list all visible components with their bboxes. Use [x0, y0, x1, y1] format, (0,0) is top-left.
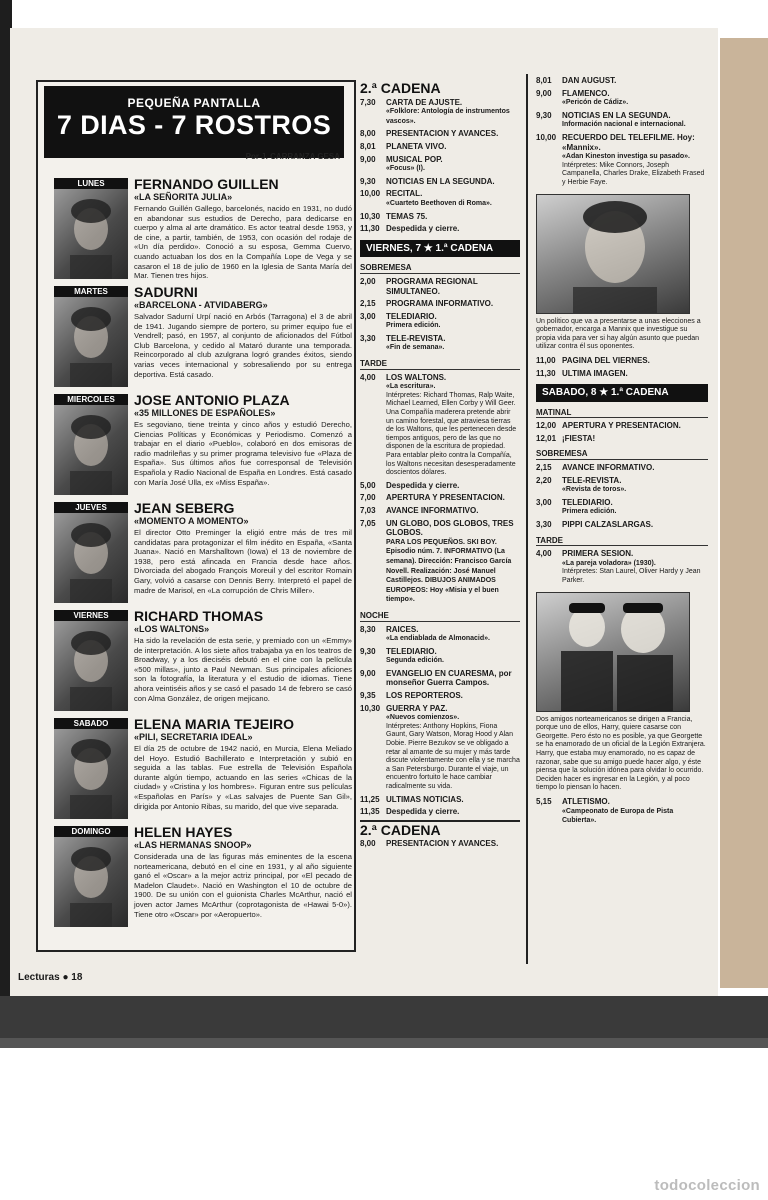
- program-info: [562, 476, 708, 495]
- program-title: DAN AUGUST.: [562, 76, 617, 85]
- program-description: Intérpretes: Mike Connors, Joseph Campanella, Charles Drake, Elizabeth Frased y Herbie Faye.: [562, 161, 705, 186]
- program-title: NOTICIAS EN LA SEGUNDA.: [562, 110, 671, 120]
- schedule-row: [360, 493, 520, 503]
- section-title: PEQUEÑA PANTALLA: [127, 96, 261, 110]
- program-note: «Campeonato de Europa de Pista Cubierta».: [562, 807, 674, 825]
- program-info: [386, 506, 520, 516]
- time-label: 2,00: [360, 276, 376, 286]
- program-info: [386, 98, 520, 127]
- header-block: [44, 86, 344, 158]
- day-label: VIERNES: [54, 610, 128, 621]
- time-label: 5,00: [360, 480, 376, 490]
- program-info: [562, 133, 708, 188]
- program-name: «LOS WALTONS»: [134, 624, 210, 634]
- program-info: [386, 142, 520, 152]
- program-title: RECUERDO DEL TELEFILME. Hoy: «Mannix».: [562, 132, 695, 152]
- person-name: RICHARD THOMAS: [134, 608, 264, 624]
- program-info: [386, 704, 520, 792]
- profile-body: El día 25 de octubre de 1942 nació, en Murcia, Elena Meliado del Hoyo. Estudió Bachillerato e Interpretación y subió en seguida a las tablas. Fue estrella de Televisión Española durante algún tiempo, actuando en las series «Chicas de la ciudad» y «Cristina y los hombres». Figuran entre sus películas «Españolas en París» y «Las salvajes de Puente San Gil», dirigida por Antonio Ribas, su marido, del que vive separada.: [134, 744, 352, 811]
- time-label: 2,15: [536, 463, 552, 473]
- page-title: 7 DIAS - 7 ROSTROS: [56, 110, 332, 140]
- profile-text: [134, 608, 352, 703]
- person-name: HELEN HAYES: [134, 824, 233, 840]
- time-label: 4,00: [360, 372, 376, 382]
- program-name: «LAS HERMANAS SNOOP»: [134, 840, 252, 850]
- program-info: [386, 129, 520, 139]
- schedule-row: [536, 111, 708, 130]
- program-info: [386, 312, 520, 331]
- time-label: 9,00: [536, 88, 552, 98]
- profile-text: [134, 500, 352, 595]
- schedule-row: [536, 369, 708, 379]
- program-title: FLAMENCO.: [562, 88, 610, 98]
- time-label: 12,01: [536, 433, 557, 443]
- program-title: TELEDIARIO.: [386, 311, 437, 321]
- program-info: [562, 369, 708, 379]
- schedule-row: [360, 839, 520, 849]
- program-info: [386, 224, 520, 234]
- schedule-row: [360, 519, 520, 605]
- time-label: 11,25: [360, 794, 380, 804]
- portrait-photo: [54, 297, 128, 387]
- program-description: Intérpretes: Stan Laurel, Oliver Hardy y Jean Parker.: [562, 568, 701, 584]
- schedule-row: [536, 356, 708, 366]
- time-label: 10,30: [360, 211, 381, 221]
- time-label: 8,30: [360, 624, 376, 634]
- profile-text: [134, 716, 352, 811]
- photo-caption: Un político que va a presentarse a unas elecciones a gobernador, encarga a Mannix que investigue su propia vida para ver si hay algún asunto que puedan utilizar contra él sus oponentes.: [536, 317, 701, 351]
- program-info: [386, 334, 520, 353]
- profile-text: [134, 284, 352, 379]
- program-title: PLANETA VIVO.: [386, 141, 447, 151]
- time-label: 9,30: [536, 110, 552, 120]
- program-note: Primera edición.: [386, 322, 441, 330]
- time-label: 7,30: [360, 97, 376, 107]
- program-title: PROGRAMA REGIONAL SIMULTANEO.: [386, 276, 478, 296]
- program-info: [386, 155, 520, 174]
- watermark: todocoleccion: [654, 1177, 760, 1194]
- program-title: Despedida y cierre.: [386, 807, 460, 817]
- program-note: «Pericón de Cádiz».: [562, 99, 629, 107]
- schedule-row: [360, 625, 520, 644]
- schedule-column-friday: [360, 82, 520, 852]
- program-info: [386, 691, 520, 701]
- time-label: 11,30: [360, 224, 380, 234]
- schedule-row: [360, 704, 520, 792]
- mannix-photo: [536, 194, 690, 314]
- profile-entry: [54, 394, 350, 498]
- program-info: [386, 669, 520, 688]
- day-banner: SABADO, 8 ★ 1.ª CADENA: [536, 384, 708, 402]
- program-name: «PILI, SECRETARIA IDEAL»: [134, 732, 253, 742]
- schedule-row: [360, 155, 520, 174]
- program-title: APERTURA Y PRESENTACION.: [386, 493, 505, 503]
- program-title: ULTIMA IMAGEN.: [562, 368, 628, 378]
- time-label: 7,05: [360, 518, 376, 528]
- profile-body: Considerada una de las figuras más eminentes de la escena norteamericana, debutó en el cine en 1931, y al año siguiente ganó el «Oscar» a la mejor actriz principal, por «El pecado de Madelon Claudet». Nació en Washington el 10 de octubre de 1900. De su unión con el guionista Charles McArthur, nació el joven actor James McArthur (coprotagonista de «Hawai 5-0»). Tiene otro «Oscar» por «Aeropuerto».: [134, 852, 352, 919]
- schedule-row: [360, 691, 520, 701]
- program-info: [386, 277, 520, 296]
- time-label: 12,00: [536, 421, 557, 431]
- schedule-row: [536, 421, 708, 431]
- adjacent-page: [720, 38, 768, 988]
- schedule-row: [360, 795, 520, 805]
- program-note: «Folklore: Antología de instrumentos vascos».: [386, 108, 510, 125]
- program-title: EVANGELIO EN CUARESMA, por monseñor Guerra Campos.: [386, 668, 512, 688]
- schedule-row: [360, 177, 520, 187]
- time-label: 4,00: [536, 549, 552, 559]
- person-name: FERNANDO GUILLEN: [134, 176, 279, 192]
- schedule-row: [360, 98, 520, 127]
- time-label: 9,00: [360, 154, 376, 164]
- time-label: 2,20: [536, 475, 552, 485]
- program-info: [562, 76, 708, 86]
- day-label: DOMINGO: [54, 826, 128, 837]
- program-title: TELE-REVISTA.: [562, 475, 622, 485]
- time-label: 3,30: [360, 333, 376, 343]
- program-description: Intérpretes: Anthony Hopkins, Fiona Gaunt, Gary Watson, Morag Hood y Alan Dobie. Pierre Bezukov se ve obligado a retar al amante de su mujer y más tarde discute violentamente con ella y se marcha a San Petersburgo. Durante el viaje, un encuentro fortuito le hace cambiar radicalmente su vida.: [386, 722, 520, 790]
- program-title: LOS REPORTEROS.: [386, 691, 463, 701]
- program-info: [386, 189, 520, 208]
- program-title: PAGINA DEL VIERNES.: [562, 355, 650, 365]
- program-info: [562, 434, 708, 444]
- time-label: 3,00: [360, 311, 376, 321]
- profile-entry: [54, 502, 350, 606]
- schedule-row: [360, 807, 520, 817]
- program-info: [386, 177, 520, 187]
- day-label: JUEVES: [54, 502, 128, 513]
- profile-entry: [54, 718, 350, 822]
- program-title: MUSICAL POP.: [386, 154, 443, 164]
- person-name: JOSE ANTONIO PLAZA: [134, 392, 290, 408]
- program-info: [386, 625, 520, 644]
- program-note: «Focus» (I).: [386, 165, 425, 173]
- slot-heading: TARDE: [360, 359, 520, 370]
- schedule-row: [360, 224, 520, 234]
- schedule-row: [360, 373, 520, 478]
- program-title: PIPPI CALZASLARGAS.: [562, 520, 654, 530]
- profile-text: [134, 176, 352, 281]
- schedule-row: [536, 434, 708, 444]
- portrait-photo: [54, 729, 128, 819]
- program-title: PRESENTACION Y AVANCES.: [386, 129, 499, 139]
- portrait-photo: [54, 513, 128, 603]
- program-name: «35 MILLONES DE ESPAÑOLES»: [134, 408, 276, 418]
- program-title: UN GLOBO, DOS GLOBOS, TRES GLOBOS.: [386, 518, 514, 538]
- program-name: «MOMENTO A MOMENTO»: [134, 516, 249, 526]
- profile-body: Salvador Sadurní Urpí nació en Arbós (Tarragona) el 3 de abril de 1941. Jugando siempre de portero, su primer equipo fue el Vendrell; pasó, en 1957, al conjunto de aficionados del Fútbol Club Barcelona, y cedido al Mataró durante una temporada. Reincorporado al club azulgrana logró grandes éxitos, siendo varias veces internacional y sobresaliendo por su entrega deportiva. Está casado.: [134, 312, 352, 379]
- schedule-row: [360, 142, 520, 152]
- time-label: 3,00: [536, 497, 552, 507]
- profile-body: Es segoviano, tiene treinta y cinco años y estudió Derecho, Ciencias Políticas y Económicas y Periodismo. Comenzó a trabajar en el diario «Pueblo», colaboró en dos emisoras de radio madrileñas y su primer programa televisivo fue «Plaza de España». Sus últimos años fue corresponsal de Televisión Española y Radio Nacional de España en Londres. Está casado con María José Ulla, ex «Miss España».: [134, 420, 352, 487]
- page-footer: Lecturas ● 18: [18, 972, 83, 983]
- person-name: SADURNI: [134, 284, 198, 300]
- program-info: [562, 356, 708, 366]
- program-title: APERTURA Y PRESENTACION.: [562, 421, 681, 431]
- schedule-row: [536, 89, 708, 108]
- program-info: [386, 493, 520, 503]
- time-label: 9,35: [360, 691, 376, 701]
- schedule-row: [536, 520, 708, 530]
- profile-text: [134, 392, 352, 487]
- day-banner: VIERNES, 7 ★ 1.ª CADENA: [360, 240, 520, 258]
- channel-title: 2.ª CADENA: [360, 80, 441, 96]
- program-title: LOS WALTONS.: [386, 372, 447, 382]
- program-info: [386, 839, 520, 849]
- program-note: Información nacional e internacional.: [562, 121, 686, 129]
- program-info: [562, 797, 708, 826]
- program-note: «La endiablada de Almonacid».: [386, 635, 490, 643]
- program-info: [386, 807, 520, 817]
- program-info: [562, 463, 708, 473]
- program-title: NOTICIAS EN LA SEGUNDA.: [386, 176, 495, 186]
- profile-entry: [54, 610, 350, 714]
- time-label: 9,30: [360, 176, 376, 186]
- time-label: 3,30: [536, 520, 552, 530]
- program-title: PRIMERA SESION.: [562, 549, 634, 559]
- profile-text: [134, 824, 352, 919]
- time-label: 11,00: [536, 355, 556, 365]
- program-info: [386, 481, 520, 491]
- time-label: 9,00: [360, 668, 376, 678]
- program-info: [562, 498, 708, 517]
- program-title: Despedida y cierre.: [386, 480, 460, 490]
- program-title: RAICES.: [386, 624, 419, 634]
- column-divider: [526, 74, 528, 964]
- seven-faces-box: [36, 80, 356, 952]
- time-label: 8,00: [360, 129, 376, 139]
- program-title: PRESENTACION Y AVANCES.: [386, 839, 499, 849]
- program-title: TELEDIARIO.: [386, 646, 437, 656]
- program-note: PARA LOS PEQUEÑOS. SKI BOY. Episodio núm. 7. INFORMATIVO (La semana). Dirección: Francisco García Novell. Realización: José Manuel Castillejos. DIBUJOS ANIMADOS EUROPEOS: Hoy «Misia y el buen tiempo».: [386, 538, 512, 604]
- program-description: Intérpretes: Richard Thomas, Ralp Waite, Michael Learned, Ellen Corby y Will Geer. Una Compañía maderera pretende abrir un camino forestal, que atraviesa tierras de los Waltons, que les pertenecen desde tiempos antiguos, pero de las que no disponen de la escritura de propiedad. Para entablar pleito contra la Compañía, los Waltons necesitan desesperadamente doscientos dólares.: [386, 391, 517, 477]
- time-label: 7,00: [360, 493, 376, 503]
- profile-entry: [54, 826, 350, 930]
- program-title: AVANCE INFORMATIVO.: [562, 463, 655, 473]
- schedule-row: [360, 299, 520, 309]
- program-title: CARTA DE AJUSTE.: [386, 97, 463, 107]
- program-info: [562, 111, 708, 130]
- schedule-row: [360, 189, 520, 208]
- channel-title: 2.ª CADENA: [360, 820, 520, 836]
- program-title: GUERRA Y PAZ.: [386, 703, 448, 713]
- program-name: «LA SEÑORITA JULIA»: [134, 192, 233, 202]
- program-title: PROGRAMA INFORMATIVO.: [386, 299, 494, 309]
- schedule-row: [536, 76, 708, 86]
- slot-heading: NOCHE: [360, 611, 520, 622]
- time-label: 7,03: [360, 505, 376, 515]
- program-title: TEMAS 75.: [386, 211, 428, 221]
- program-title: TELE-REVISTA.: [386, 333, 446, 343]
- time-label: 10,00: [536, 132, 557, 142]
- slot-heading: TARDE: [536, 536, 708, 547]
- schedule-column-saturday: [536, 76, 708, 829]
- program-title: ULTIMAS NOTICIAS.: [386, 794, 464, 804]
- slot-heading: SOBREMESA: [536, 449, 708, 460]
- program-title: RECITAL.: [386, 189, 423, 199]
- program-info: [386, 373, 520, 478]
- schedule-row: [360, 312, 520, 331]
- photo-caption: Dos amigos norteamericanos se dirigen a Francia, porque uno de ellos, Harry, quiere casarse con Georgette. Pero ésto no es posible, ya que Georgette se ha enamorado de un oficial de la Legión Extranjera. Harry, que estaba muy enamorado, no es capaz de razonar, sabe que su amigo puede hacer algo, y éste piensa que la solución idónea para olvidar lo ocurrido. Deciden hacer es ingresar en la Legión, y al poco tiempo lo piensan lo hacen.: [536, 715, 706, 792]
- time-label: 11,30: [536, 368, 556, 378]
- slot-heading: MATINAL: [536, 408, 708, 419]
- slot-heading: SOBREMESA: [360, 263, 520, 274]
- program-note: «Nuevos comienzos».: [386, 714, 460, 722]
- program-note: Segunda edición.: [386, 657, 444, 665]
- schedule-row: [360, 212, 520, 222]
- program-info: [386, 519, 520, 605]
- program-note: «La pareja voladora» (1930).: [562, 559, 656, 567]
- time-label: 2,15: [360, 299, 376, 309]
- schedule-row: [360, 334, 520, 353]
- program-info: [562, 520, 708, 530]
- profile-body: El director Otto Preminger la eligió entre más de tres mil candidatas para protagonizar el film inédito en España, «Santa Juana». Nació en Marshalltown (Iowa) el 13 de noviembre de 1938, pero está afincada en Francia desde hace años. Divorciada del abogado François Moreuil y del escritor Romain Gary, volvió a casarse con Dennis Berry. Interpretó el papel de madre de Marisol, en «La corrupción de Chris Miller».: [134, 528, 352, 595]
- day-label: MARTES: [54, 286, 128, 297]
- portrait-photo: [54, 405, 128, 495]
- profile-body: Ha sido la revelación de esta serie, y premiado con un «Emmy» de interpretación. A los siete años trabajaba ya en los teatros de Broadway, y a los dieciséis debutó en el cine con la película «500 millas», junto a Paul Newman. Sus principales aficiones son la fotografía, la literatura y el estudio de idiomas. Tiene ahora veintiséis años y se casó el pasado 14 de febrero se casó con Alma González, de origen mejicano.: [134, 636, 352, 703]
- program-note: «Fin de semana».: [386, 344, 445, 352]
- program-title: TELEDIARIO.: [562, 497, 613, 507]
- background-surface: [0, 996, 768, 1044]
- schedule-row: [360, 647, 520, 666]
- portrait-photo: [54, 189, 128, 279]
- profile-body: Fernando Guillén Gallego, barcelonés, nacido en 1931, no dudó en abandonar sus estudios de Derecho, para dedicarse en cuerpo y alma al arte dramático. Es actor teatral desde 1953, y de cine, a partir, también, de 1953, con ocasión del rodaje de «Un día perdido». Conoció a su esposa, Gemma Cuervo, cuando actuaban los dos en la Compañía Lope de Vega y se casaron el 18 de julio de 1960 en la Iglesia de Santa María del Mar. Tienen tres hijos.: [134, 204, 352, 281]
- program-note: «Revista de toros».: [562, 486, 627, 494]
- program-info: [386, 212, 520, 222]
- portrait-photo: [54, 621, 128, 711]
- schedule-row: [536, 133, 708, 188]
- time-label: 10,00: [360, 189, 381, 199]
- time-label: 8,01: [360, 141, 376, 151]
- schedule-row: [536, 476, 708, 495]
- background-surface-edge: [0, 1038, 768, 1048]
- profile-entry: [54, 178, 350, 282]
- time-label: 8,00: [360, 839, 376, 849]
- portrait-photo: [54, 837, 128, 927]
- person-name: JEAN SEBERG: [134, 500, 235, 516]
- time-label: 5,15: [536, 796, 552, 806]
- schedule-row: [360, 506, 520, 516]
- program-info: [386, 299, 520, 309]
- program-info: [562, 549, 708, 585]
- schedule-row: [536, 463, 708, 473]
- time-label: 10,30: [360, 703, 381, 713]
- day-label: SABADO: [54, 718, 128, 729]
- byline: Por J. CARRANZA GESA: [245, 152, 340, 161]
- program-info: [386, 795, 520, 805]
- program-title: Despedida y cierre.: [386, 224, 460, 234]
- time-label: 11,35: [360, 807, 380, 817]
- program-info: [386, 647, 520, 666]
- program-info: [562, 89, 708, 108]
- program-name: «BARCELONA - ATVIDABERG»: [134, 300, 268, 310]
- schedule-row: [360, 481, 520, 491]
- profile-entry: [54, 286, 350, 390]
- program-note: «La escritura».: [386, 383, 436, 391]
- schedule-row: [360, 277, 520, 296]
- program-info: [562, 421, 708, 431]
- day-label: LUNES: [54, 178, 128, 189]
- time-label: 8,01: [536, 76, 552, 85]
- schedule-row: [360, 129, 520, 139]
- program-note: «Adan Kineston investiga su pasado».: [562, 153, 690, 161]
- schedule-row: [536, 498, 708, 517]
- schedule-row: [360, 669, 520, 688]
- program-note: Primera edición.: [562, 508, 617, 516]
- program-title: ATLETISMO.: [562, 796, 610, 806]
- laurel-hardy-photo: [536, 592, 690, 712]
- program-note: «Cuarteto Beethoven di Roma».: [386, 199, 492, 207]
- day-label: MIERCOLES: [54, 394, 128, 405]
- schedule-row: [536, 549, 708, 585]
- program-title: AVANCE INFORMATIVO.: [386, 505, 479, 515]
- schedule-row: [536, 797, 708, 826]
- program-title: ¡FIESTA!: [562, 433, 596, 443]
- time-label: 9,30: [360, 646, 376, 656]
- person-name: ELENA MARIA TEJEIRO: [134, 716, 294, 732]
